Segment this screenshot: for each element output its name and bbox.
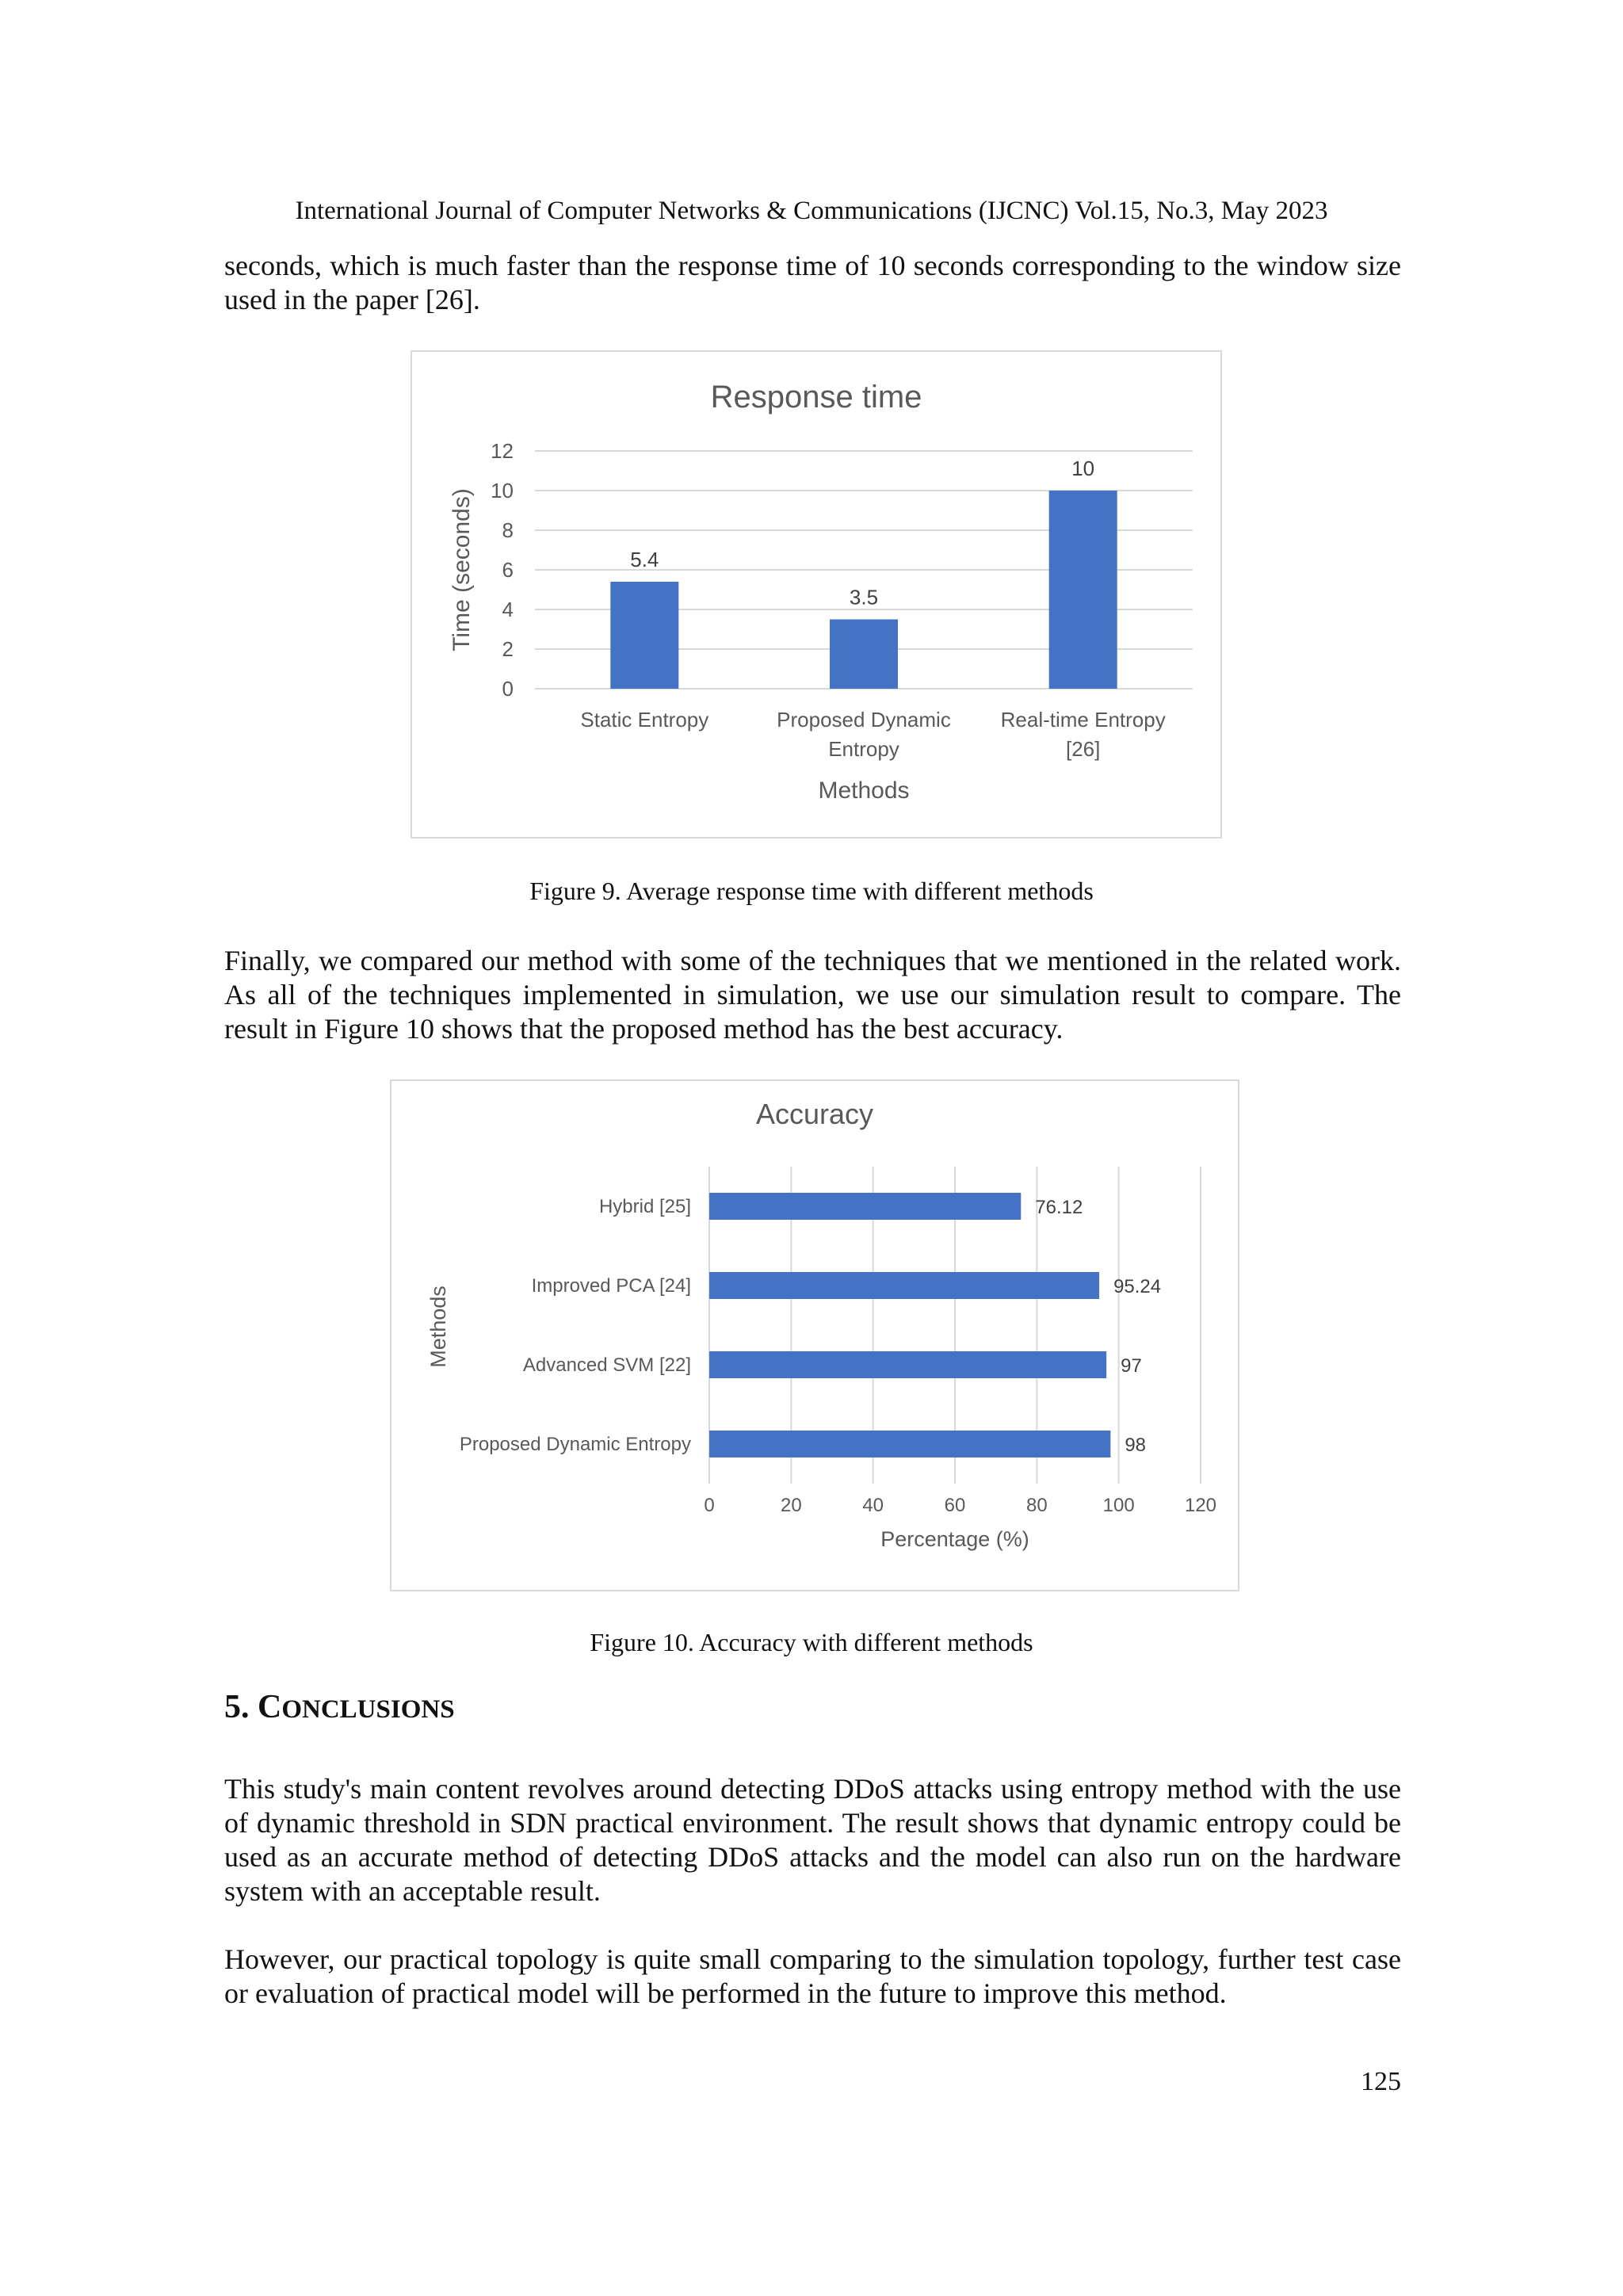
data-label: 3.5 bbox=[849, 585, 879, 609]
y-tick-label: 10 bbox=[491, 479, 514, 502]
y-axis-label: Time (seconds) bbox=[449, 488, 475, 651]
figure-10-caption: Figure 10. Accuracy with different methods bbox=[590, 1628, 1033, 1656]
y-tick-label: 8 bbox=[502, 518, 514, 542]
response-time-bar-chart bbox=[412, 352, 1220, 837]
y-tick-label: 6 bbox=[502, 558, 514, 582]
y-tick-label: Proposed Dynamic Entropy bbox=[459, 1434, 691, 1455]
x-tick-label: 0 bbox=[704, 1495, 715, 1516]
bar bbox=[709, 1193, 1021, 1220]
figure-9-chart bbox=[411, 350, 1222, 839]
journal-header: International Journal of Computer Networks & Communications (IJCNC) Vol.15, No.3, May 2023 bbox=[295, 197, 1328, 225]
paragraph-comparison: Finally, we compared our method with some of the techniques that we mentioned in the related work. As all of the techniques implemented in simulation, we use our simulation result to compare. The result in Figure 10 shows that the proposed method has the best accuracy. bbox=[224, 945, 1401, 1045]
data-label: 76.12 bbox=[1035, 1197, 1083, 1218]
x-tick-label: 100 bbox=[1102, 1495, 1135, 1516]
bar bbox=[610, 582, 678, 689]
y-tick-label: 12 bbox=[491, 439, 514, 463]
data-label: 5.4 bbox=[630, 548, 659, 571]
paragraph-conclusion-1: This study's main content revolves around detecting DDoS attacks using entropy method with the use of dynamic threshold in SDN practical environment. The result shows that dynamic entropy could be used as an accurate method of detecting DDoS attacks and the model can also run on the hardware system with an acceptable result. bbox=[224, 1773, 1401, 1907]
bar bbox=[1049, 491, 1117, 689]
x-tick-label: Entropy bbox=[828, 737, 899, 761]
bar bbox=[709, 1351, 1106, 1378]
section-title-rest: ONCLUSIONS bbox=[281, 1695, 455, 1724]
bar bbox=[709, 1272, 1099, 1299]
x-tick-label: 120 bbox=[1184, 1495, 1217, 1516]
y-tick-label: 0 bbox=[502, 677, 514, 701]
data-label: 95.24 bbox=[1113, 1276, 1162, 1297]
chart-title: Response time bbox=[710, 380, 922, 415]
x-tick-label: Real-time Entropy bbox=[1000, 708, 1166, 732]
chart-title: Accuracy bbox=[755, 1098, 874, 1130]
x-tick-label: Static Entropy bbox=[580, 708, 709, 732]
x-tick-label: 40 bbox=[862, 1495, 884, 1516]
x-tick-label: 20 bbox=[780, 1495, 802, 1516]
y-tick-label: Hybrid [25] bbox=[598, 1196, 691, 1217]
figure-9-caption: Figure 9. Average response time with different methods bbox=[529, 877, 1094, 905]
y-tick-label: Advanced SVM [22] bbox=[522, 1354, 691, 1376]
data-label: 98 bbox=[1125, 1435, 1147, 1456]
page-number: 125 bbox=[1361, 2067, 1401, 2096]
x-tick-label: 80 bbox=[1025, 1495, 1048, 1516]
data-label: 10 bbox=[1071, 457, 1095, 480]
y-tick-label: 2 bbox=[502, 637, 514, 661]
x-tick-label: [26] bbox=[1065, 737, 1101, 761]
paragraph-intro: seconds, which is much faster than the response time of 10 seconds corresponding to the window size used in the paper [26]. bbox=[224, 250, 1401, 315]
section-title-initial: C bbox=[258, 1689, 282, 1725]
y-tick-label: Improved PCA [24] bbox=[531, 1275, 691, 1297]
paragraph-conclusion-2: However, our practical topology is quite small comparing to the simulation topology, further test case or evaluation of practical model will be performed in the future to improve this method. bbox=[224, 1943, 1401, 2009]
data-label: 97 bbox=[1121, 1355, 1142, 1377]
x-axis-label: Methods bbox=[818, 777, 910, 804]
y-axis-label: Methods bbox=[426, 1286, 450, 1368]
figure-10-chart bbox=[390, 1079, 1239, 1591]
section-heading-conclusions bbox=[224, 1688, 455, 1726]
bar bbox=[709, 1431, 1110, 1457]
y-tick-label: 4 bbox=[502, 598, 514, 621]
section-number: 5. bbox=[224, 1689, 250, 1725]
x-axis-label: Percentage (%) bbox=[880, 1527, 1029, 1551]
bar bbox=[830, 620, 898, 690]
x-tick-label: 60 bbox=[944, 1495, 966, 1516]
x-tick-label: Proposed Dynamic bbox=[777, 708, 951, 732]
accuracy-bar-chart bbox=[391, 1081, 1238, 1590]
